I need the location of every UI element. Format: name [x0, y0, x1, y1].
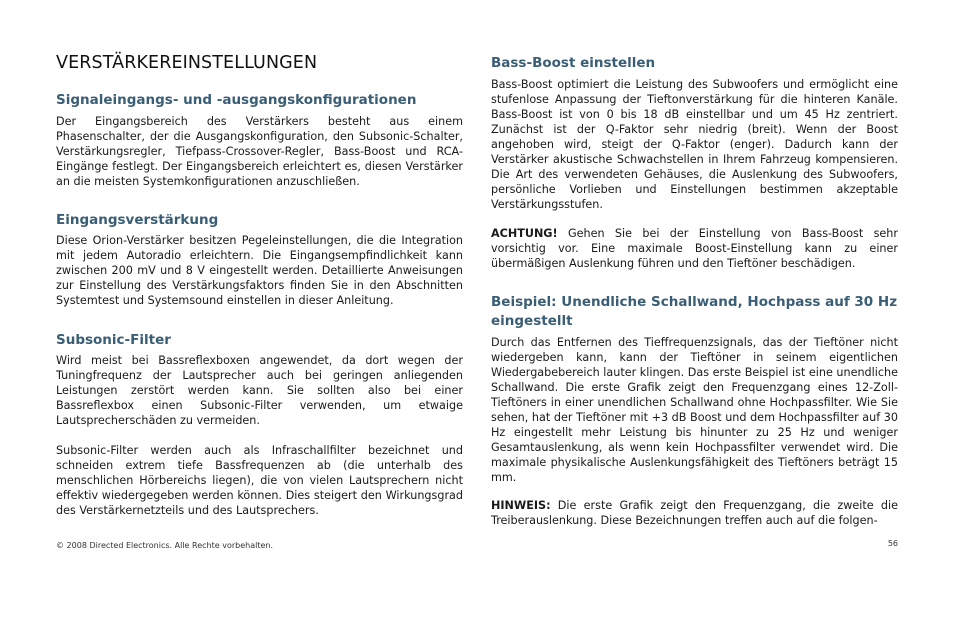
paragraph-subsonic-1: Wird meist bei Bassreflexboxen angewendet, da dort wegen der Tuningfrequenz der Lautsprecher auch bei geringen anliegenden Leistungen zerstört werden kann. Sie sollten also bei einer Bassreflexbox einen Subsonic-Filter verwenden, um etwaige Lautsprecherschäden zu vermeiden. — [56, 354, 463, 427]
heading-subsonic-filter: Subsonic-Filter — [56, 332, 171, 348]
heading-bass-boost: Bass-Boost einstellen — [491, 55, 656, 71]
warning-label: ACHTUNG! — [491, 227, 558, 240]
warning-text: Gehen Sie bei der Einstellung von Bass-Boost sehr vorsichtig vor. Eine maximale Boost-Einstellung kann zu einer übermäßigen Auslenkung führen und den Tieftöner beschädigen. — [491, 227, 898, 270]
note-text: Die erste Grafik zeigt den Frequenzgang, die zweite die Treiberauslenkung. Diese Bezeichnungen treffen auch auf die folgen- — [491, 499, 898, 527]
page-number: 56 — [887, 539, 898, 548]
heading-signal-config: Signaleingangs- und -ausgangskonfigurationen — [56, 92, 417, 108]
heading-example: Beispiel: Unendliche Schallwand, Hochpass auf 30 Hz eingestellt — [491, 294, 898, 329]
paragraph-subsonic-2: Subsonic-Filter werden auch als Infraschallfilter bezeichnet und schneiden extrem tiefe Bassfrequenzen ab (die unterhalb des menschlichen Hörbereichs liegen), die von vielen Lautsprechern nicht effektiv wiedergegeben werden können. Dies steigert den Wirkungsgrad des Verstärkernetzteils und des Lautsprechers. — [56, 444, 463, 517]
paragraph-warning — [491, 226, 898, 271]
paragraph-note — [491, 498, 898, 528]
paragraph-example: Durch das Entfernen des Tieffrequenzsignals, das der Tieftöner nicht wiedergeben kann, kann der Tieftöner in seinem eigentlichen Wiedergabebereich lauter klingen. Das erste Beispiel ist eine unendliche Schallwand. Die erste Grafik zeigt den Frequenzgang eines 12-Zoll-Tieftöners in einer unendlichen Schallwand ohne Hochpassfilter. Wie Sie sehen, hat der Tieftöner mit +3 dB Boost und dem Hochpassfilter auf 30 Hz eingestellt mehr Leistung bis hinunter zu 25 Hz und weniger Gesamtauslenkung, als wenn kein Hochpassfilter verwendet wird. Die maximale physikalische Auslenkungsfähigkeit des Tieftöners beträgt 15 mm. — [491, 336, 898, 484]
heading-input-gain: Eingangsverstärkung — [56, 212, 219, 228]
paragraph-signal-config: Der Eingangsbereich des Verstärkers besteht aus einem Phasenschalter, der die Ausgangskonfiguration, den Subsonic-Schalter, Verstärkungsregler, Tiefpass-Crossover-Regler, Bass-Boost und RCA-Eingänge festlegt. Der Eingangsbereich erleichtert es, diesen Verstärker an die meisten Systemkonfigurationen anzuschließen. — [56, 115, 463, 188]
footer-copyright: © 2008 Directed Electronics. Alle Rechte vorbehalten. — [56, 541, 273, 550]
paragraph-input-gain: Diese Orion-Verstärker besitzen Pegeleinstellungen, die die Integration mit jedem Autoradio erleichtern. Die Eingangsempfindlichkeit kann zwischen 200 mV und 8 V eingestellt werden. Detaillierte Anweisungen zur Einstellung des Verstärkungsfaktors finden Sie in den Abschnitten Systemtest und Systemsound einstellen in dieser Anleitung. — [56, 234, 463, 307]
paragraph-bass-boost: Bass-Boost optimiert die Leistung des Subwoofers und ermöglicht eine stufenlose Anpassung der Tieftonverstärkung für die hinteren Kanäle. Bass-Boost ist von 0 bis 18 dB einstellbar und um 45 Hz zentriert. Zunächst ist der Q-Faktor sehr niedrig (breit). Wenn der Boost angehoben wird, steigt der Q-Faktor (enger). Dadurch kann der Verstärker akustische Schwachstellen in Ihrem Fahrzeug kompensieren. Die Art des verwendeten Gehäuses, die Auslenkung des Subwoofers, persönliche Vorlieben und Einstellungen bestimmen akzeptable Verstärkungsstufen. — [491, 78, 898, 211]
page-title: VERSTÄRKEREINSTELLUNGEN — [56, 53, 318, 73]
note-label: HINWEIS: — [491, 499, 551, 512]
